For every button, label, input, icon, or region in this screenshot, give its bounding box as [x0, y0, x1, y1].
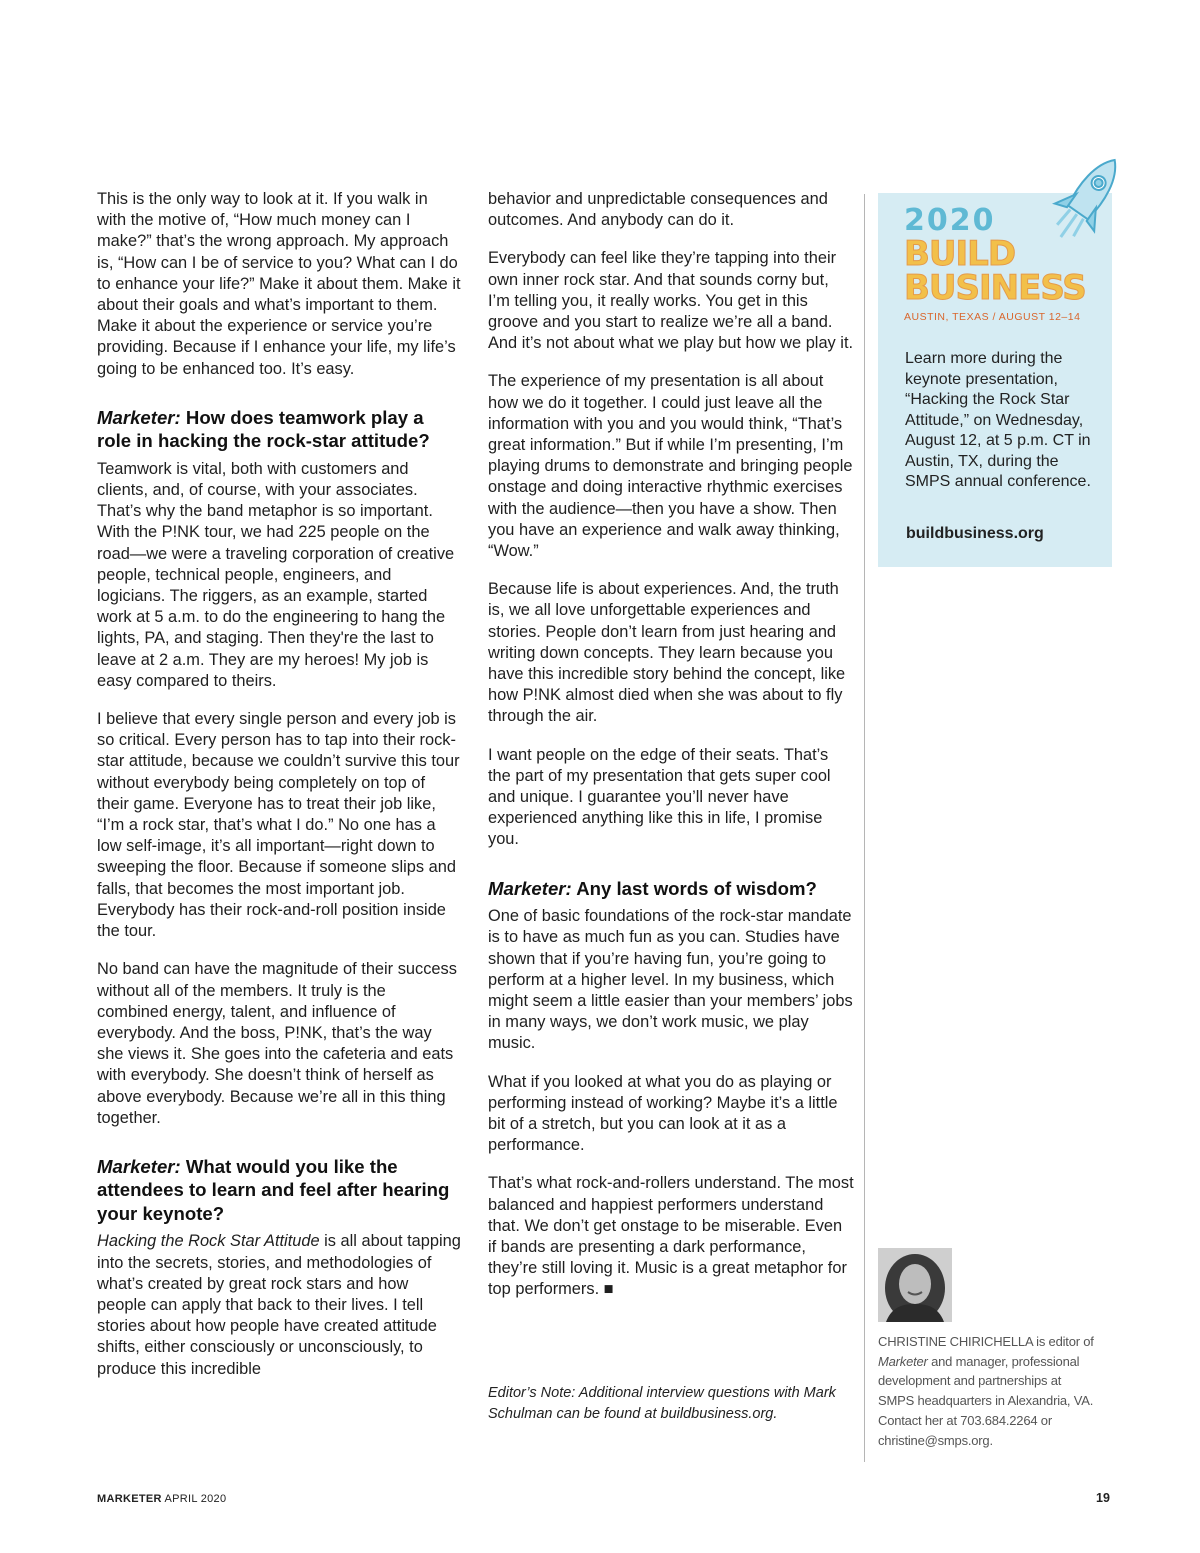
presentation-title: Hacking the Rock Star Attitude [97, 1232, 320, 1251]
paragraph: Teamwork is vital, both with customers and clients, and, of course, with your associates. That’s why the band metaphor is so important. With the P!NK tour, we had 225 people on the road—we were a traveling corporation of creative people, technical people, engineers, and logicians. The riggers, as an example, started work at 5 a.m. to do the engineering to hang the lights, PA, and staging. Then they're the last to leave at 2 a.m. They are my heroes! My job is easy compared to theirs. [97, 459, 455, 690]
author-bio [878, 1332, 1100, 1450]
paragraph: Everybody can feel like they’re tapping into their own inner rock star. And that sounds corny but, I’m telling you, it really works. You get in this groove and you start to realize we’re all a band. And it’s not about what we play but how we play it. [488, 249, 854, 353]
bio-text: is editor of [1032, 1334, 1094, 1349]
build-business-logo [904, 205, 1086, 323]
question-heading [97, 406, 461, 453]
heading-text: Any last words of wisdom? [571, 877, 817, 899]
paragraph: This is the only way to look at it. If you walk in with the motive of, “How much money can I make?” that’s the wrong approach. My approach is, “How can I be of service to you? What can I do to enhance your life?” Make it about them. Make it about their goals and what’s important to them. Make it about the experience or service you’re providing. Because if I enhance your life, my life’s going to be enhanced too. It’s easy. [97, 190, 461, 378]
paragraph: behavior and unpredictable consequences and outcomes. And anybody can do it. [488, 190, 828, 230]
magazine-name: Marketer [878, 1353, 928, 1369]
heading-lead: Marketer: [488, 877, 572, 899]
heading-lead: Marketer: [97, 1155, 181, 1177]
question-heading [97, 1155, 461, 1226]
paragraph: I believe that every single person and every job is so critical. Every person has to tap into their rock-star attitude, because we couldn’t survive this tour without everybody being completely on top of their game. Everyone has to treat their job like, “I’m a rock star, that’s what I do.” No one has a low self-image, it’s all important—right down to sweeping the floor. Because if someone slips and falls, that becomes the most important job. Everybody has their rock-and-roll position inside the tour. [97, 710, 460, 941]
issue-date: APRIL 2020 [161, 1493, 227, 1505]
heading-lead: Marketer: [97, 406, 181, 428]
logo-word-build: BUILD [904, 234, 1016, 274]
page-number: 19 [1096, 1491, 1110, 1505]
paragraph: I want people on the edge of their seats. That’s the part of my presentation that gets super cool and unique. I guarantee you’ll never have experienced anything like this in life, I promise you. [488, 745, 831, 849]
column-divider [864, 194, 865, 1462]
paragraph: What if you looked at what you do as playing or performing instead of working? Maybe it’s a little bit of a stretch, but you can look at it as a performance. [488, 1072, 838, 1155]
editor-note: Editor’s Note: Additional interview questions with Mark Schulman can be found at buildbusiness.org. [488, 1385, 836, 1422]
heading-text: What would you like the attendees to learn and feel after hearing your keynote? [97, 1155, 450, 1224]
heading-text: How does teamwork play a role in hacking the rock-star attitude? [97, 406, 430, 452]
paragraph: That’s what rock-and-rollers understand. The most balanced and happiest performers understand that. We don’t get onstage to be miserable. Even if bands are presenting a dark performance, they’re still loving it. Music is a great metaphor for top performers. ■ [488, 1174, 854, 1299]
article-column-right [488, 189, 854, 1318]
publication-name: MARKETER [97, 1493, 162, 1505]
question-heading [488, 877, 854, 901]
logo-year: 2020 [904, 203, 996, 238]
event-promo-box [878, 193, 1112, 567]
paragraph: The experience of my presentation is all about how we do it together. I could just leave all the information with you and you would think, “That’s great information.” But if while I’m presenting, I’m playing drums to demonstrate and bringing people onstage and doing interactive rhythmic exercises with the audience—then you have a show. Then you have an experience and walk away thinking, “Wow.” [488, 372, 853, 561]
paragraph: No band can have the magnitude of their success without all of the members. It truly is the combined energy, talent, and influence of everybody. And the boss, P!NK, that’s the way she views it. She goes into the cafeteria and eats with everybody. She doesn’t think of herself as above everybody. Because we’re all in this thing together. [97, 960, 457, 1127]
paragraph-text: is all about tapping into the secrets, stories, and methodologies of what’s created by great rock stars and how people can apply that back to their lives. I tell stories about how people have created attitude shifts, either consciously or unconsciously, to produce this incredible [97, 1232, 461, 1378]
promo-link[interactable]: buildbusiness.org [906, 525, 1044, 542]
event-location-dates: AUSTIN, TEXAS / AUGUST 12–14 [904, 311, 1081, 323]
author-photo [878, 1248, 952, 1322]
paragraph: One of basic foundations of the rock-star mandate is to have as much fun as you can. Studies have shown that if you’re having fun, you’re going to perform at a higher level. In my business, which might seem a little easier than your members’ jobs in many ways, we don’t work music, we play music. [488, 907, 853, 1053]
footer-publication [97, 1493, 226, 1505]
bio-text: and manager, professional development and partnerships at SMPS headquarters in Alexandria, VA. Contact her at 703.684.2264 or christine@smps.org. [878, 1353, 1094, 1448]
paragraph: Because life is about experiences. And, the truth is, we all love unforgettable experiences and stories. People don’t learn from just hearing and writing down concepts. They learn because you have this incredible story behind the concept, like how P!NK almost died when she was about to fly through the air. [488, 580, 846, 726]
logo-word-business: BUSINESS [904, 268, 1086, 308]
article-column-left [97, 189, 461, 1397]
author-name: CHRISTINE CHIRICHELLA [878, 1334, 1033, 1349]
promo-text: Learn more during the keynote presentation, “Hacking the Rock Star Attitude,” on Wednesday, August 12, at 5 p.m. CT in Austin, TX, during the SMPS annual conference. [905, 350, 1091, 490]
paragraph [97, 1231, 461, 1379]
